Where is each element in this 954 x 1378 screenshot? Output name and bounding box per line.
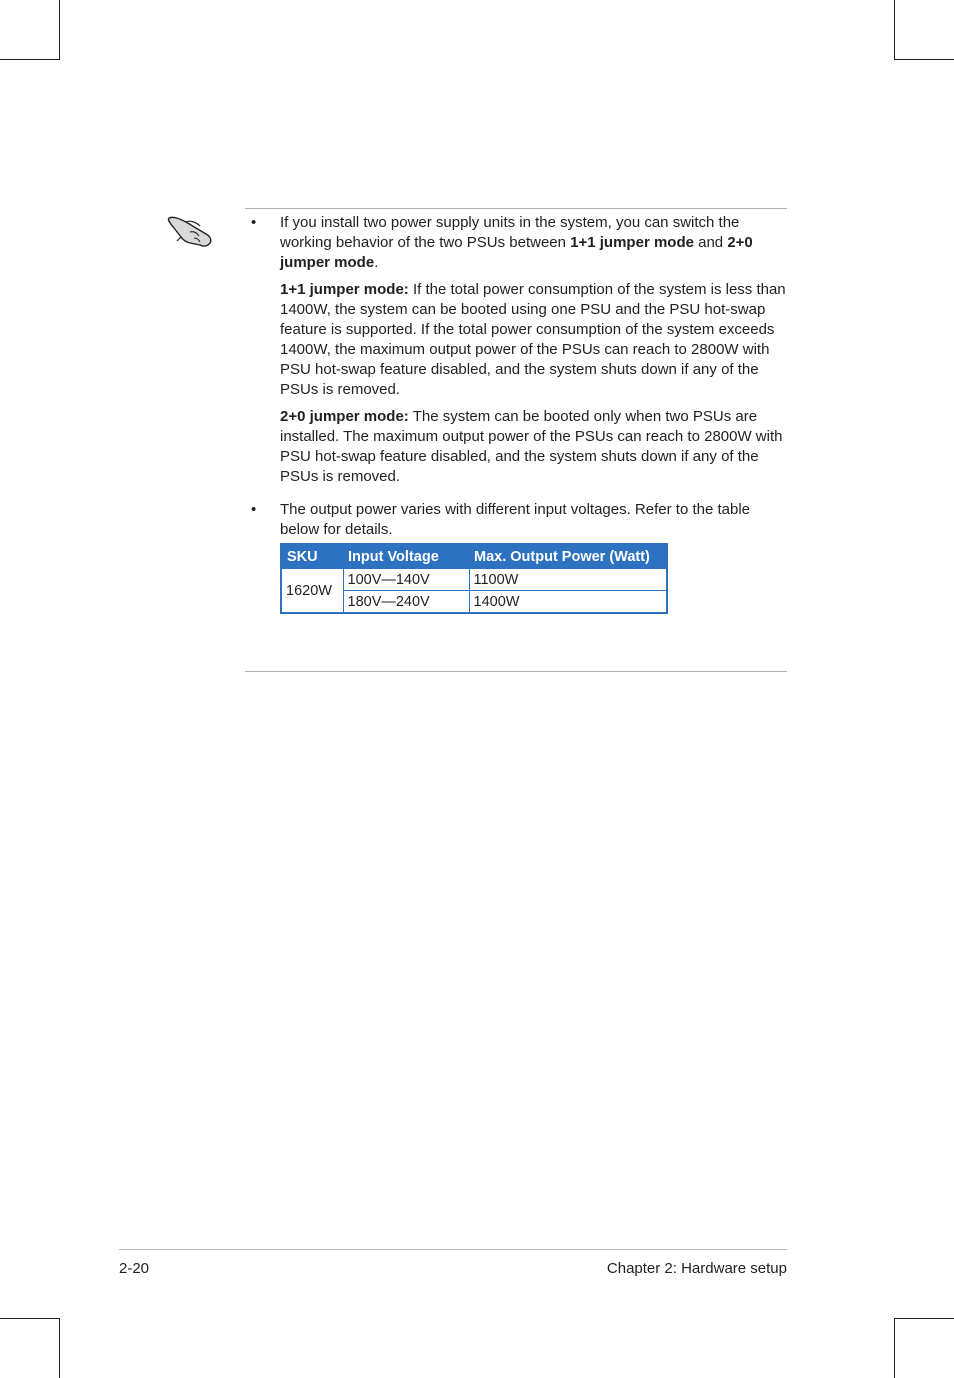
page-number: 2-20	[119, 1260, 150, 1277]
input-voltage-cell: 180V—240V	[343, 591, 469, 614]
output-power-paragraph: The output power varies with different input voltages. Refer to the table below for details.	[280, 501, 750, 538]
mode1-text: If the total power consumption of the system is less than 1400W, the system can be booted using one PSU and the PSU hot-swap feature is supported. If the total power consumption of the system exceeds 1400W, the maximum output power of the PSUs can reach to 2800W with PSU hot-swap feature disabled, and the system shuts down if any of the PSUs is removed.	[280, 281, 786, 398]
mode2-term: 2+0 jumper mode	[280, 234, 753, 271]
output-power-table	[280, 543, 668, 614]
note-bottom-rule	[245, 671, 787, 672]
psu-intro-paragraph: If you install two power supply units in the system, you can switch the working behavior of the two PSUs between 1+1 jumper mode and 2+0 jumper mode.	[280, 214, 753, 271]
crop-mark-top-right-v	[894, 0, 895, 60]
mode2-paragraph	[280, 407, 790, 487]
sku-cell: 1620W	[281, 569, 343, 614]
bullet-1: •	[251, 214, 257, 231]
crop-mark-top-right-h	[894, 59, 954, 60]
pointing-hand-icon	[166, 210, 216, 250]
table-header-row	[281, 544, 667, 569]
mode1-paragraph	[280, 280, 790, 400]
header-input-voltage: Input Voltage	[343, 544, 469, 569]
max-output-cell: 1100W	[469, 569, 667, 591]
crop-mark-bottom-left-h	[0, 1318, 60, 1319]
crop-mark-bottom-left-v	[59, 1318, 60, 1378]
mode2-label: 2+0 jumper mode:	[280, 408, 409, 425]
mode1-label: 1+1 jumper mode:	[280, 281, 409, 298]
footer-rule	[119, 1249, 787, 1250]
table-row	[281, 569, 667, 591]
crop-mark-bottom-right-v	[894, 1318, 895, 1378]
crop-mark-top-left-v	[59, 0, 60, 60]
max-output-cell: 1400W	[469, 591, 667, 614]
crop-mark-bottom-right-h	[894, 1318, 954, 1319]
header-sku: SKU	[281, 544, 343, 569]
bullet-2: •	[251, 501, 257, 518]
note-top-rule	[245, 208, 787, 209]
header-max-output: Max. Output Power (Watt)	[469, 544, 667, 569]
chapter-title: Chapter 2: Hardware setup	[606, 1260, 787, 1277]
crop-mark-top-left-h	[0, 59, 60, 60]
mode1-term: 1+1 jumper mode	[570, 234, 694, 251]
input-voltage-cell: 100V—140V	[343, 569, 469, 591]
mode2-text: The system can be booted only when two PSUs are installed. The maximum output power of the PSUs can reach to 2800W with PSU hot-swap feature disabled, and the system shuts down if any of the PSUs is removed.	[280, 408, 783, 485]
